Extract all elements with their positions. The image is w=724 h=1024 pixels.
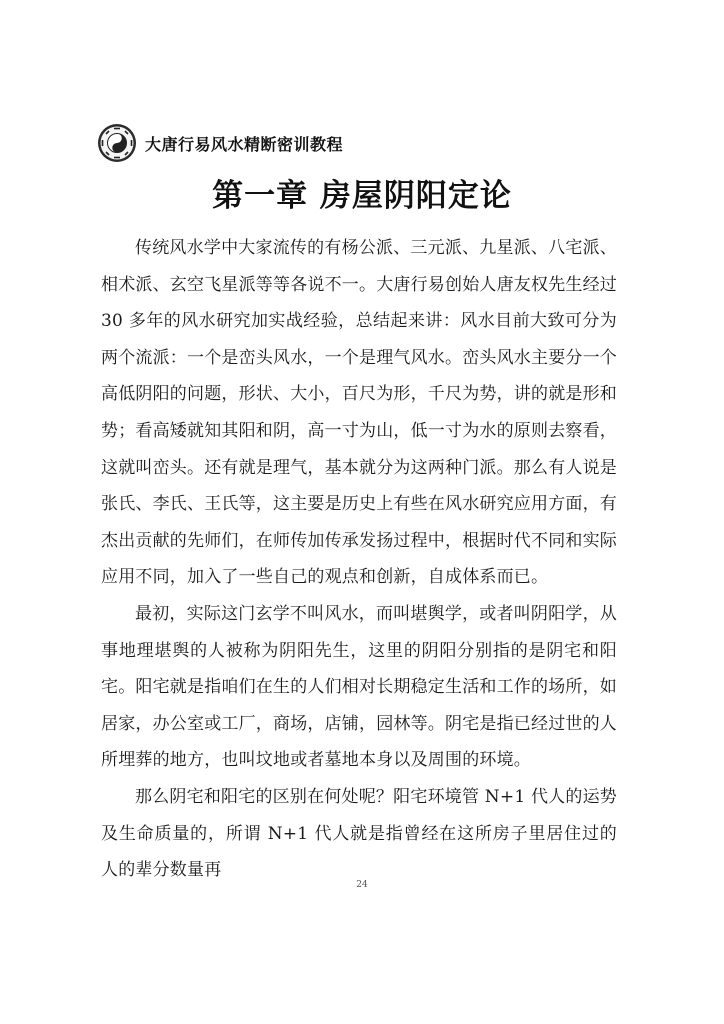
paragraph: 最初，实际这门玄学不叫风水，而叫堪舆学，或者叫阴阳学，从事地理堪舆的人被称为阴阳先生，这里的阴阳分别指的是阴宅和阳宅。阳宅就是指咱们在生的人们相对长期稳定生活和工作的场所，如居家，办公室或工厂，商场，店铺，园林等。阴宅是指已经过世的人所埋葬的地方，也叫坟地或者墓地本身以及周围的环境。 [101,603,617,771]
page-number: 24 [356,880,368,890]
paragraph: 传统风水学中大家流传的有杨公派、三元派、九星派、八宅派、相术派、玄空飞星派等等各说不一。大唐行易创始人唐友权先生经过 30 多年的风水研究加实战经验，总结起来讲：风水目前大致可分为两个流派：一个是峦头风水，一个是理气风水。峦头风水主要分一个高低阴阳的问题，形状、大小，百尺为形，千尺为势，讲的就是形和势；看高矮就知其阳和阴，高一寸为山，低一寸为水的原则去察看，这就叫峦头。还有就是理气，基本就分为这两种门派。那么有人说是张氏、李氏、王氏等，这主要是历史上有些在风水研究应用方面，有杰出贡献的先师们，在师传加传承发扬过程中，根据时代不同和实际应用不同，加入了一些自己的观点和创新，自成体系而已。 [101,238,617,588]
page-header [97,121,343,165]
chapter-title: 第一章 房屋阴阳定论 [212,178,512,214]
paragraph: 那么阴宅和阳宅的区别在何处呢？阳宅环境管 N+1 代人的运势及生命质量的，所谓 N+1 代人就是指曾经在这所房子里居住过的人的辈分数量再 [101,786,617,881]
taiji-bagua-emblem-icon [97,123,137,163]
body-text [101,230,617,889]
header-title: 大唐行易风水精断密训教程 [145,134,344,154]
